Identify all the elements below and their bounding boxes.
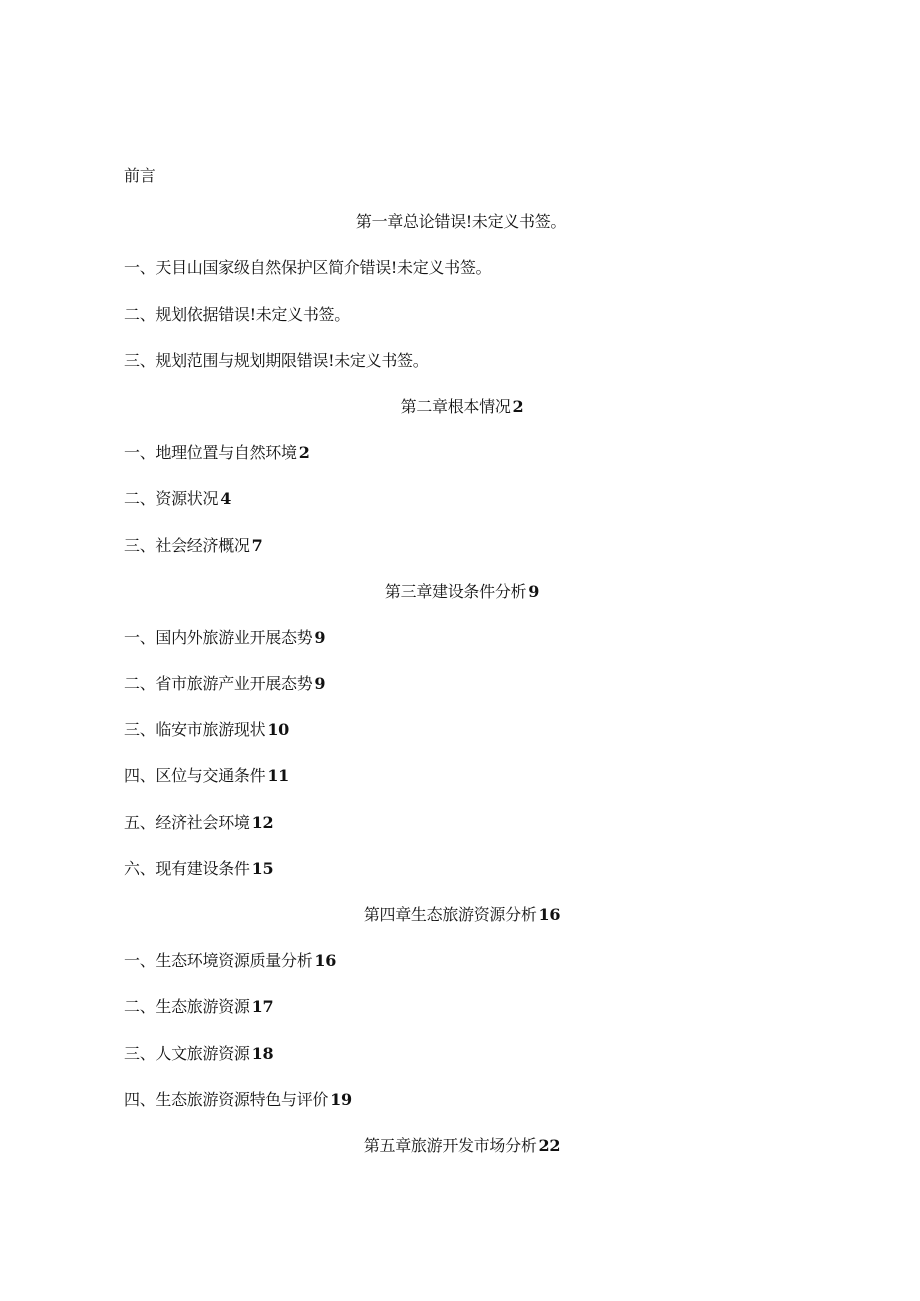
toc-entry-text: 五、经济社会环境: [124, 812, 250, 832]
toc-entry-text: 第五章旅游开发市场分析: [363, 1135, 537, 1155]
toc-entry-text: 二、资源状况: [124, 489, 219, 509]
toc-entry: [124, 487, 800, 533]
table-of-contents: [124, 164, 800, 1180]
toc-entry: [124, 1042, 800, 1088]
toc-entry: [124, 1088, 800, 1134]
toc-entry: [124, 349, 800, 395]
toc-entry-text: 二、省市旅游产业开展态势: [124, 674, 313, 694]
toc-entry: [124, 580, 800, 626]
toc-page-number: 15: [251, 858, 274, 878]
toc-entry-text: 第三章建设条件分析: [384, 581, 527, 601]
toc-entry-text: 六、现有建设条件: [124, 858, 250, 878]
toc-entry: [124, 164, 800, 210]
toc-entry-text: 一、地理位置与自然环境: [124, 443, 297, 463]
toc-entry-text: 一、生态环境资源质量分析: [124, 951, 313, 971]
toc-entry: [124, 1134, 800, 1180]
toc-entry-text: 一、国内外旅游业开展态势: [124, 627, 313, 647]
toc-page-number: 4: [220, 489, 232, 509]
toc-entry-text: 三、规划范围与规划期限错误!未定义书签。: [124, 350, 429, 370]
toc-entry: [124, 534, 800, 580]
toc-page-number: 9: [314, 627, 326, 647]
toc-entry: [124, 672, 800, 718]
toc-page-number: 19: [330, 1089, 352, 1109]
toc-page-number: 16: [314, 951, 337, 971]
toc-entry-text: 一、天目山国家级自然保护区简介错误!未定义书签。: [124, 258, 492, 278]
toc-page-number: 7: [251, 535, 263, 555]
toc-page-number: 2: [512, 396, 524, 416]
toc-entry-text: 前言: [124, 166, 156, 185]
toc-entry: [124, 995, 800, 1041]
toc-page-number: 22: [538, 1135, 561, 1155]
toc-entry: [124, 256, 800, 302]
toc-entry: [124, 303, 800, 349]
toc-entry: [124, 441, 800, 487]
toc-entry-text: 第四章生态旅游资源分析: [363, 905, 537, 924]
toc-page-number: 9: [314, 674, 326, 694]
toc-entry-text: 二、生态旅游资源: [124, 997, 250, 1017]
toc-entry: [124, 949, 800, 995]
toc-page-number: 10: [267, 720, 289, 740]
toc-entry-text: 第一章总论错误!未定义书签。: [355, 212, 567, 232]
toc-page-number: 16: [538, 905, 561, 924]
toc-page-number: 17: [251, 997, 274, 1017]
toc-entry-text: 第二章根本情况: [400, 396, 511, 416]
toc-page-number: 11: [267, 766, 289, 786]
toc-page-number: 2: [298, 443, 310, 463]
toc-entry-text: 三、临安市旅游现状: [124, 720, 266, 740]
toc-entry: [124, 395, 800, 441]
toc-entry: [124, 626, 800, 672]
toc-entry-text: 三、人文旅游资源: [124, 1043, 250, 1063]
toc-entry: [124, 764, 800, 810]
toc-entry: [124, 857, 800, 903]
toc-page-number: 18: [251, 1043, 274, 1063]
toc-entry: [124, 811, 800, 857]
toc-entry: [124, 210, 800, 256]
toc-entry-text: 二、规划依据错误!未定义书签。: [124, 304, 350, 324]
toc-entry: [124, 718, 800, 764]
toc-entry-text: 四、区位与交通条件: [124, 766, 266, 786]
toc-entry-text: 四、生态旅游资源特色与评价: [124, 1089, 329, 1109]
toc-page-number: 9: [528, 581, 540, 601]
toc-page-number: 12: [251, 812, 274, 832]
toc-entry-text: 三、社会经济概况: [124, 535, 250, 555]
toc-entry: [124, 903, 800, 949]
